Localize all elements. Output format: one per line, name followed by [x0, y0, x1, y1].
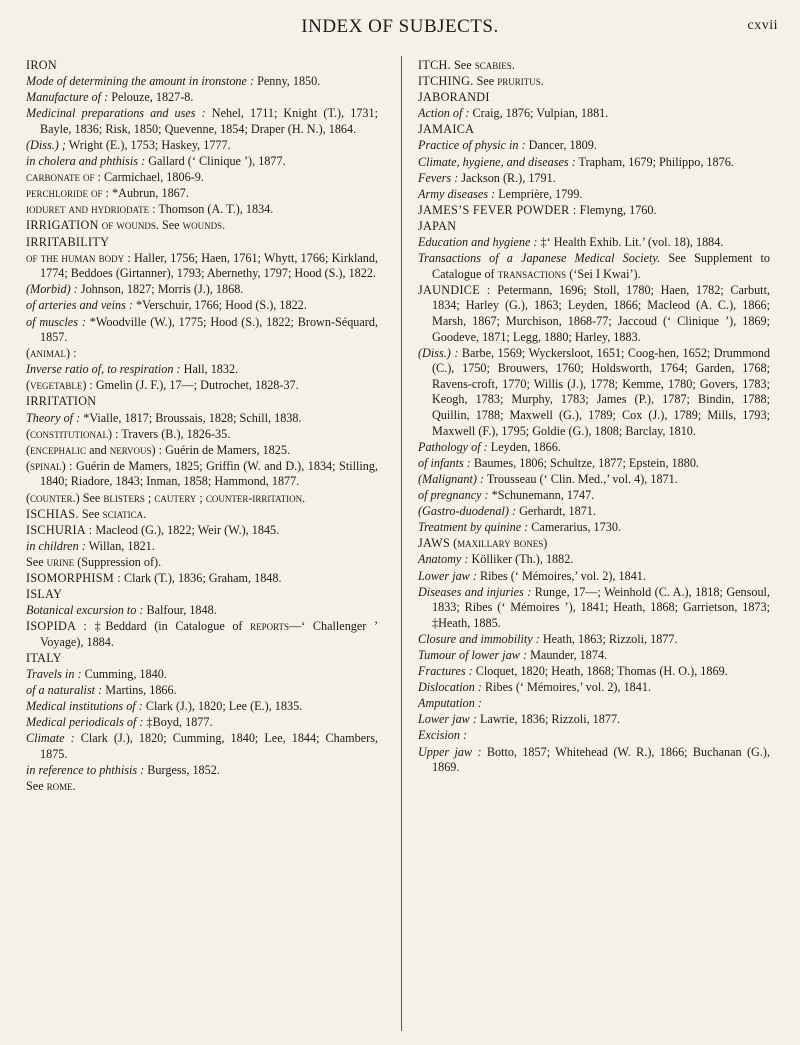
citation-text: Gerhardt, 1871. — [516, 504, 596, 519]
index-subentry — [26, 411, 378, 427]
index-subentry — [418, 456, 770, 472]
italic-subheading: Mode of determining the amount in ironstone : — [26, 74, 255, 89]
italic-subheading: Amputation : — [418, 696, 482, 711]
cross-reference: nervous) : — [109, 442, 163, 457]
headword: JAMAICA — [418, 122, 475, 137]
citation-text: Heath, 1863; Rizzoli, 1877. — [539, 631, 678, 646]
small-caps-qualifier: (encephalic — [26, 442, 87, 457]
index-headword-entry — [418, 58, 770, 74]
italic-subheading: Upper jaw : — [418, 744, 482, 759]
citation-text: Pelouze, 1827-8. — [108, 90, 194, 105]
index-subentry — [26, 731, 378, 762]
italic-subheading: Fevers : — [418, 170, 459, 185]
citation-text: Carmichael, 1806-9. — [101, 170, 204, 185]
small-caps-qualifier: ioduret and hydriodate : — [26, 202, 156, 217]
italic-subheading: Dislocation : — [418, 680, 482, 695]
index-subentry — [26, 683, 378, 699]
small-caps-qualifier: (counter.) — [26, 490, 80, 505]
index-subentry — [418, 745, 770, 776]
citation-text: Clark (J.), 1820; Cumming, 1840; Lee, 1844; Chambers, 1875. — [40, 731, 378, 762]
citation-text: Lemprière, 1799. — [495, 186, 583, 201]
index-subentry — [418, 585, 770, 632]
index-subentry — [26, 763, 378, 779]
index-headword-entry — [418, 203, 770, 219]
index-subentry — [26, 74, 378, 90]
index-headword-entry — [418, 122, 770, 138]
index-subentry — [26, 202, 378, 218]
index-headword-entry — [26, 218, 378, 234]
citation-text: Balfour, 1848. — [143, 603, 217, 618]
citation-text: Ribes (‘ Mémoires,’ vol. 2), 1841. — [476, 568, 646, 583]
citation-text: Gmelin (J. F.), 17—; Dutrochet, 1828-37. — [92, 378, 299, 393]
index-headword-entry — [418, 74, 770, 90]
citation-text: See — [26, 779, 47, 794]
index-headword-entry — [26, 619, 378, 650]
italic-subheading: Medicinal preparations and uses : — [26, 106, 206, 121]
index-subentry — [418, 632, 770, 648]
index-subentry — [418, 251, 770, 282]
italic-subheading: of pregnancy : — [418, 488, 489, 503]
citation-text: Macleod (G.), 1822; Weir (W.), 1845. — [92, 522, 280, 537]
citation-text: Willan, 1821. — [85, 538, 155, 553]
index-subentry — [418, 187, 770, 203]
citation-text: ‡‘ Health Exhib. Lit.’ (vol. 18), 1884. — [537, 235, 724, 250]
index-headword-entry — [418, 219, 770, 235]
headword: ISCHURIA : — [26, 522, 93, 537]
index-headword-entry — [26, 58, 378, 74]
index-subentry — [26, 106, 378, 137]
index-subentry — [418, 569, 770, 585]
headword: IRRITATION — [26, 394, 97, 409]
citation-text: Trapham, 1679; Philippo, 1876. — [575, 154, 734, 169]
citation-text: Martins, 1866. — [102, 683, 177, 698]
italic-subheading: in children : — [26, 538, 86, 553]
citation-text: Lawrie, 1836; Rizzoli, 1877. — [476, 712, 621, 727]
index-subentry — [26, 186, 378, 202]
small-caps-qualifier: (vegetable) : — [26, 378, 93, 393]
index-subentry — [418, 680, 770, 696]
italic-subheading: Climate, hygiene, and diseases : — [418, 154, 576, 169]
italic-subheading: in reference to phthisis : — [26, 763, 145, 778]
citation-text: *Verschuir, 1766; Hood (S.), 1822. — [132, 298, 307, 313]
italic-subheading: Inverse ratio of, to respiration : — [26, 362, 181, 377]
headword: ISOPIDA : — [26, 619, 88, 634]
citation-text: Flemyng, 1760. — [576, 202, 657, 217]
index-headword-entry — [418, 536, 770, 552]
citation-text: Kölliker (Th.), 1882. — [468, 552, 574, 567]
index-headword-entry — [26, 523, 378, 539]
citation-text: *Vialle, 1817; Broussais, 1828; Schill, 1838. — [80, 410, 302, 425]
italic-subheading: Theory of : — [26, 410, 81, 425]
index-subentry — [418, 520, 770, 536]
citation-text: Penny, 1850. — [254, 74, 321, 89]
index-subentry — [26, 170, 378, 186]
italic-subheading: of muscles : — [26, 314, 86, 329]
small-caps-qualifier: of the human body : — [26, 250, 131, 265]
cross-reference: scabies. — [474, 58, 515, 72]
citation-text: Clark (T.), 1836; Graham, 1848. — [121, 571, 282, 585]
citation-text: Travers (B.), 1826-35. — [118, 426, 231, 441]
citation-text: Leyden, 1866. — [487, 439, 561, 454]
index-headword-entry — [26, 507, 378, 523]
index-subentry — [26, 154, 378, 170]
index-subentry — [26, 251, 378, 282]
index-subentry — [26, 346, 378, 362]
citation-text: See — [79, 490, 104, 505]
index-subentry — [26, 298, 378, 314]
index-subentry — [26, 282, 378, 298]
italic-subheading: Pathology of : — [418, 439, 488, 454]
cross-reference: pruritus. — [497, 74, 544, 89]
page-number: cxvii — [747, 18, 778, 33]
italic-subheading: Medical institutions of : — [26, 699, 143, 714]
index-subentry — [26, 539, 378, 555]
citation-text: Wright (E.), 1753; Haskey, 1777. — [65, 137, 231, 152]
index-subentry — [418, 504, 770, 520]
citation-text: Runge, 17—; Weinhold (C. A.), 1818; Gensoul, 1833; Ribes (‘ Mémoires ’), 1841; Heath, 1868; Garrietson, 1873; ‡Heath, 1885. — [432, 584, 770, 630]
italic-subheading: Closure and immobility : — [418, 631, 540, 646]
headword: JAUNDICE : — [418, 282, 491, 297]
index-subentry — [26, 138, 378, 154]
headword: JAWS — [418, 536, 451, 551]
cross-reference: wounds. — [182, 218, 226, 233]
index-headword-entry — [26, 235, 378, 251]
citation-text: Hall, 1832. — [180, 362, 239, 377]
italic-subheading: Education and hygiene : — [418, 235, 538, 250]
index-subentry — [26, 443, 378, 459]
index-subentry — [418, 155, 770, 171]
index-subentry — [418, 235, 770, 251]
right-column — [418, 58, 770, 776]
italic-subheading: of infants : — [418, 455, 471, 470]
index-headword-entry — [418, 90, 770, 106]
citation-text: Cumming, 1840. — [81, 667, 167, 682]
italic-subheading: (Diss.) ; — [26, 137, 66, 152]
small-caps-qualifier: (animal) : — [26, 346, 77, 361]
citation-text: Clark (J.), 1820; Lee (E.), 1835. — [142, 699, 303, 714]
headword: ISOMORPHISM : — [26, 571, 121, 585]
index-subentry — [418, 440, 770, 456]
index-headword-entry — [26, 571, 378, 587]
index-headword-entry — [26, 394, 378, 410]
citation-text: Baumes, 1806; Schultze, 1877; Epstein, 1880. — [470, 455, 699, 470]
citation-text: Cloquet, 1820; Heath, 1868; Thomas (H. O.), 1869. — [472, 664, 728, 679]
index-subentry — [418, 472, 770, 488]
index-subentry — [26, 667, 378, 683]
citation-text: Craig, 1876; Vulpian, 1881. — [469, 106, 609, 121]
small-caps-qualifier: (constitutional) : — [26, 426, 119, 441]
italic-subheading: Fractures : — [418, 664, 473, 679]
citation-text: Gallard (‘ Clinique ’), 1877. — [145, 154, 286, 169]
citation-text: —‘ Challenger ’ Voyage), 1884. — [40, 619, 378, 649]
citation-text: Guérin de Mamers, 1825; Griffin (W. and D.), 1834; Stilling, 1840; Riadore, 1843; Inman, 1858; Hammond, 1877. — [40, 458, 378, 489]
citation-text: *Woodville (W.), 1775; Hood (S.), 1822; Brown-Séquard, 1857. — [40, 314, 378, 345]
citation-text: Petermann, 1696; Stoll, 1780; Haen, 1782; Carbutt, 1834; Harley (G.), 1863; Leyden, 1866; Macleod (A. C.), 1866; Marsh, 1867; Murchison, 1868-77; Jaccoud (‘ Clinique ’), 1869; Goodeve, 1871; Legg, 1880; Harley, 1883. — [432, 282, 770, 344]
citation-text: *Aubrun, 1867. — [109, 186, 189, 201]
citation-text: See — [450, 58, 475, 72]
citation-text: Johnson, 1827; Morris (J.), 1868. — [77, 282, 244, 297]
italic-subheading: Tumour of lower jaw : — [418, 647, 528, 662]
cross-reference: transactions — [497, 266, 567, 281]
citation-text: Ribes (‘ Mémoires,’ vol. 2), 1841. — [481, 680, 652, 695]
small-caps-qualifier: (spinal) : — [26, 458, 73, 473]
index-subentry — [26, 699, 378, 715]
citation-text: and — [86, 442, 110, 457]
italic-subheading: Action of : — [418, 106, 470, 121]
index-subentry — [418, 171, 770, 187]
index-subentry — [418, 696, 770, 712]
page-title: INDEX OF SUBJECTS. — [301, 16, 499, 37]
index-subentry — [26, 378, 378, 394]
index-headword-entry — [26, 587, 378, 603]
headword: ITCHING. — [418, 74, 474, 89]
headword: IRRIGATION — [26, 218, 99, 233]
citation-text: See — [78, 506, 103, 521]
italic-subheading: of arteries and veins : — [26, 298, 133, 313]
index-subentry — [418, 106, 770, 122]
italic-subheading: Anatomy : — [418, 552, 469, 567]
italic-subheading: Botanical excursion to : — [26, 603, 144, 618]
citation-text: Nehel, 1711; Knight (T.), 1731; Bayle, 1836; Risk, 1850; Quevenne, 1854; Draper (H. N.), 1864. — [40, 106, 378, 136]
citation-text: Barbe, 1569; Wyckersloot, 1651; Coog-hen, 1652; Drummond (C.), 1750; Brouwers, 1760; Holdsworth, 1764; Garden, 1768; Ravens-croft, 1770; Willis (J.), 1778; Kemme, 1780; Govers, 1783; Keogh, 1783; Murphy, 1783; James (P.), 1787; Bindin, 1788; Quillin, 1788; Maxwell (G.), 1789; Cox (J.), 1789; Mills, 1793; Maxwell (F.), 1795; Goldie (G.), 1808; Barclay, 1810. — [432, 345, 770, 438]
italic-subheading: Manufacture of : — [26, 90, 109, 105]
cross-reference: sciatica. — [102, 506, 147, 521]
italic-subheading: (Diss.) : — [418, 345, 459, 360]
index-subentry — [418, 552, 770, 568]
index-subentry — [26, 555, 378, 571]
italic-subheading: Excision : — [418, 728, 468, 743]
index-subentry — [26, 315, 378, 346]
index-headword-entry — [26, 651, 378, 667]
index-subentry — [26, 362, 378, 378]
citation-text: Burgess, 1852. — [144, 763, 220, 778]
italic-subheading: Lower jaw : — [418, 712, 477, 727]
headword: ITALY — [26, 650, 62, 665]
index-subentry — [26, 491, 378, 507]
index-subentry — [26, 715, 378, 731]
index-subentry — [26, 603, 378, 619]
italic-subheading: Practice of physic in : — [418, 138, 526, 153]
cross-reference: blisters ; cautery ; counter-irritation. — [103, 490, 306, 505]
citation-text: Botto, 1857; Whitehead (W. R.), 1866; Buchanan (G.), 1869. — [432, 744, 770, 775]
citation-text: Thomson (A. T.), 1834. — [155, 202, 274, 217]
cross-reference: reports — [250, 619, 290, 634]
headword: ISLAY — [26, 587, 63, 602]
headword: JAMES’S FEVER POWDER : — [418, 202, 577, 217]
citation-text: Jackson (R.), 1791. — [458, 170, 556, 185]
index-subentry — [26, 90, 378, 106]
italic-subheading: Travels in : — [26, 667, 82, 682]
italic-subheading: Treatment by quinine : — [418, 520, 529, 535]
citation-text: (‘Sei I Kwai’). — [566, 266, 641, 281]
index-subentry — [418, 728, 770, 744]
italic-subheading: (Malignant) : — [418, 471, 485, 486]
citation-text: (Suppression of). — [74, 554, 162, 569]
citation-text: See — [26, 554, 47, 569]
citation-text: Camerarius, 1730. — [528, 520, 621, 535]
headword: IRRITABILITY — [26, 234, 110, 249]
index-subentry — [418, 138, 770, 154]
index-subentry — [26, 779, 378, 795]
citation-text: ‡Beddard (in Catalogue of — [87, 619, 251, 634]
italic-subheading: Army diseases : — [418, 186, 496, 201]
small-caps-qualifier: perchloride of : — [26, 186, 109, 201]
italic-subheading: Climate : — [26, 731, 75, 746]
citation-text: See — [158, 218, 183, 233]
left-column — [26, 58, 378, 795]
headword: ITCH. — [418, 58, 451, 72]
cross-reference: rome. — [46, 779, 76, 794]
italic-subheading: Medical periodicals of : — [26, 715, 144, 730]
index-headword-entry — [418, 283, 770, 345]
italic-subheading: in cholera and phthisis : — [26, 154, 146, 169]
index-subentry — [418, 712, 770, 728]
small-caps-qualifier: carbonate of : — [26, 170, 101, 185]
italic-subheading: Lower jaw : — [418, 568, 477, 583]
page-header — [0, 16, 800, 46]
index-subentry — [418, 648, 770, 664]
citation-text: Guérin de Mamers, 1825. — [162, 442, 290, 457]
citation-text: *Schunemann, 1747. — [488, 488, 595, 503]
italic-subheading: (Morbid) : — [26, 282, 78, 297]
index-subentry — [418, 346, 770, 440]
index-subentry — [26, 427, 378, 443]
citation-text: See — [473, 74, 498, 89]
headword: JAPAN — [418, 218, 457, 233]
headword: ISCHIAS. — [26, 506, 79, 521]
index-subentry — [26, 459, 378, 490]
italic-subheading: of a naturalist : — [26, 683, 103, 698]
citation-text: Haller, 1756; Haen, 1761; Whytt, 1766; Kirkland, 1774; Beddoes (Girtanner), 1793; Abernethy, 1797; Hood (S.), 1822. — [40, 250, 378, 281]
small-caps-qualifier: of wounds. — [98, 218, 159, 233]
citation-text: Maunder, 1874. — [527, 647, 608, 662]
cross-reference: urine — [46, 554, 75, 569]
index-subentry — [418, 488, 770, 504]
citation-text: See Supplement to Catalogue of — [432, 251, 770, 281]
citation-text: ‡Boyd, 1877. — [143, 715, 213, 730]
italic-subheading: (Gastro-duodenal) : — [418, 504, 517, 519]
small-caps-qualifier: (maxillary bones) — [450, 536, 548, 551]
column-divider — [401, 56, 402, 1031]
citation-text: Trousseau (‘ Clin. Med.,’ vol. 4), 1871. — [484, 471, 678, 486]
headword: JABORANDI — [418, 90, 490, 105]
italic-subheading: Diseases and injuries : — [418, 584, 532, 599]
headword: IRON — [26, 58, 57, 72]
index-subentry — [418, 664, 770, 680]
citation-text: Dancer, 1809. — [525, 138, 597, 153]
italic-subheading: Transactions of a Japanese Medical Society. — [418, 251, 661, 266]
